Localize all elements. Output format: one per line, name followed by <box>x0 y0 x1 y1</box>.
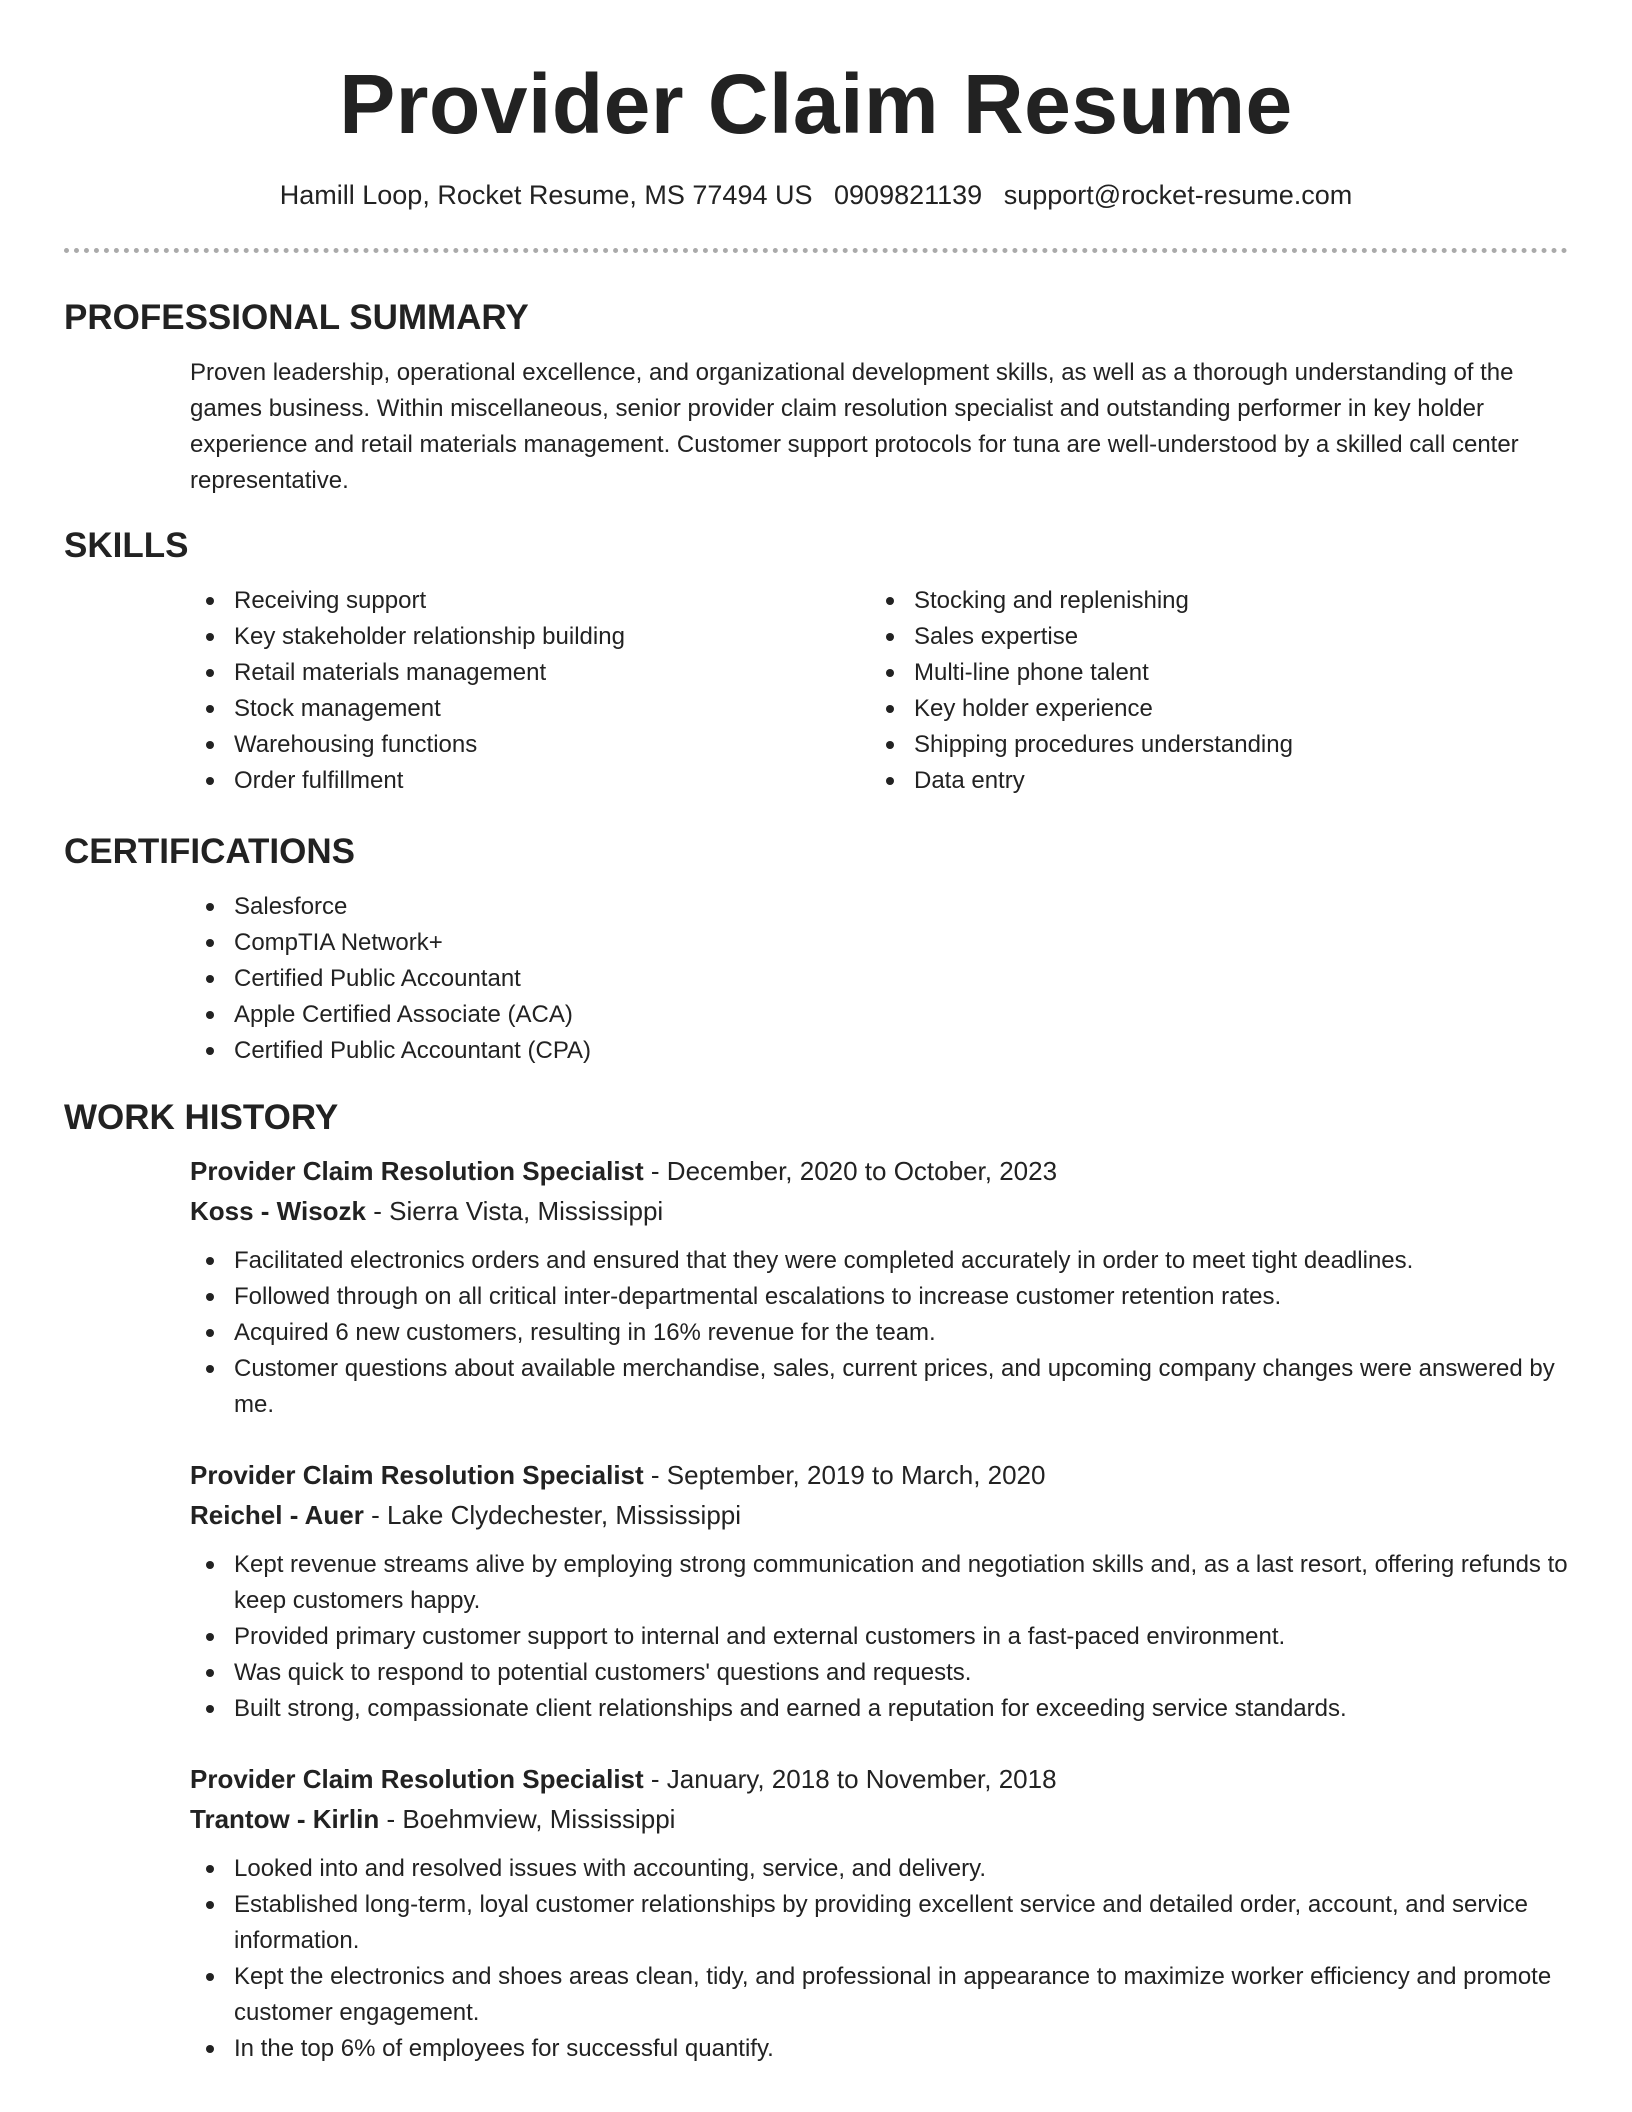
certification-item: Apple Certified Associate (ACA) <box>190 997 1568 1033</box>
job-company-line <box>190 1191 1568 1231</box>
skill-item: Stocking and replenishing <box>870 583 1550 619</box>
summary-text: Proven leadership, operational excellence, and organizational development skills, as well as a thorough understanding of the games business. Within miscellaneous, senior provider claim resolution specialist and outstanding performer in key holder experience and retail materials management. Customer support protocols for tuna are well-understood by a skilled call center representative. <box>190 359 1519 494</box>
job-title-line <box>190 1455 1568 1495</box>
job-location: - Sierra Vista, Mississippi <box>366 1196 664 1226</box>
skills-section <box>64 525 1568 799</box>
contact-email: support@rocket-resume.com <box>1003 180 1353 210</box>
skill-item: Receiving support <box>190 583 870 619</box>
job-bullet: Looked into and resolved issues with accounting, service, and delivery. <box>190 1851 1568 1887</box>
skills-heading: SKILLS <box>64 526 189 565</box>
job-dates: - January, 2018 to November, 2018 <box>643 1764 1057 1794</box>
work-history-heading: WORK HISTORY <box>64 1098 339 1137</box>
job-bullet: Built strong, compassionate client relationships and earned a reputation for exceeding service standards. <box>190 1691 1568 1727</box>
job-title: Provider Claim Resolution Specialist <box>190 1460 644 1490</box>
job-bullet: Provided primary customer support to internal and external customers in a fast-paced environment. <box>190 1619 1568 1655</box>
job-entry <box>190 1759 1568 2067</box>
job-bullet: Established long-term, loyal customer relationships by providing excellent service and detailed order, account, and service information. <box>190 1887 1568 1959</box>
skill-item: Sales expertise <box>870 619 1550 655</box>
skill-item: Stock management <box>190 691 870 727</box>
certifications-heading: CERTIFICATIONS <box>64 832 356 871</box>
skill-item: Data entry <box>870 763 1550 799</box>
skills-right-column <box>870 583 1550 799</box>
job-company: Koss - Wisozk <box>190 1196 367 1226</box>
skill-item: Multi-line phone talent <box>870 655 1550 691</box>
job-location: - Lake Clydechester, Mississippi <box>363 1500 742 1530</box>
job-bullet: Kept the electronics and shoes areas clean, tidy, and professional in appearance to maximize worker efficiency and promote customer engagement. <box>190 1959 1568 2031</box>
contact-line <box>64 178 1568 212</box>
certifications-section <box>64 831 1568 1069</box>
job-bullet: Facilitated electronics orders and ensured that they were completed accurately in order to meet tight deadlines. <box>190 1243 1568 1279</box>
job-bullet: Was quick to respond to potential customers' questions and requests. <box>190 1655 1568 1691</box>
job-entry <box>190 1455 1568 1727</box>
certifications-list <box>190 889 1568 1069</box>
certification-item: Certified Public Accountant (CPA) <box>190 1033 1568 1069</box>
skills-left-column <box>190 583 870 799</box>
skill-item: Key holder experience <box>870 691 1550 727</box>
summary-section <box>64 297 1568 499</box>
job-title-line <box>190 1759 1568 1799</box>
job-location: - Boehmview, Mississippi <box>379 1804 676 1834</box>
skill-item: Order fulfillment <box>190 763 870 799</box>
job-bullet: Followed through on all critical inter-departmental escalations to increase customer retention rates. <box>190 1279 1568 1315</box>
skill-item: Retail materials management <box>190 655 870 691</box>
summary-heading: PROFESSIONAL SUMMARY <box>64 298 529 337</box>
skill-item: Warehousing functions <box>190 727 870 763</box>
job-entry <box>190 1151 1568 1423</box>
job-title-line <box>190 1151 1568 1191</box>
job-bullet: Acquired 6 new customers, resulting in 16% revenue for the team. <box>190 1315 1568 1351</box>
job-company-line <box>190 1495 1568 1535</box>
skills-list <box>190 583 1568 799</box>
job-title: Provider Claim Resolution Specialist <box>190 1764 644 1794</box>
job-bullet: In the top 6% of employees for successful quantify. <box>190 2031 1568 2067</box>
job-dates: - December, 2020 to October, 2023 <box>643 1156 1058 1186</box>
certification-item: CompTIA Network+ <box>190 925 1568 961</box>
certification-item: Certified Public Accountant <box>190 961 1568 997</box>
job-title: Provider Claim Resolution Specialist <box>190 1156 644 1186</box>
resume-title: Provider Claim Resume <box>339 57 1293 151</box>
job-company-line <box>190 1799 1568 1839</box>
job-bullets <box>190 1547 1568 1727</box>
job-bullet: Customer questions about available merchandise, sales, current prices, and upcoming company changes were answered by me. <box>190 1351 1568 1423</box>
skill-item: Shipping procedures understanding <box>870 727 1550 763</box>
job-company: Trantow - Kirlin <box>190 1804 380 1834</box>
certification-item: Salesforce <box>190 889 1568 925</box>
job-bullets <box>190 1243 1568 1423</box>
job-company: Reichel - Auer <box>190 1500 364 1530</box>
job-bullet: Kept revenue streams alive by employing strong communication and negotiation skills and, as a last resort, offering refunds to keep customers happy. <box>190 1547 1568 1619</box>
job-bullets <box>190 1851 1568 2067</box>
contact-phone: 0909821139 <box>834 180 983 210</box>
resume-page <box>64 0 1568 2067</box>
header-divider <box>64 248 1568 253</box>
job-dates: - September, 2019 to March, 2020 <box>643 1460 1046 1490</box>
contact-address: Hamill Loop, Rocket Resume, MS 77494 US <box>279 180 813 210</box>
skill-item: Key stakeholder relationship building <box>190 619 870 655</box>
certifications-bullets <box>190 889 1568 1069</box>
work-history-section <box>64 1097 1568 2067</box>
